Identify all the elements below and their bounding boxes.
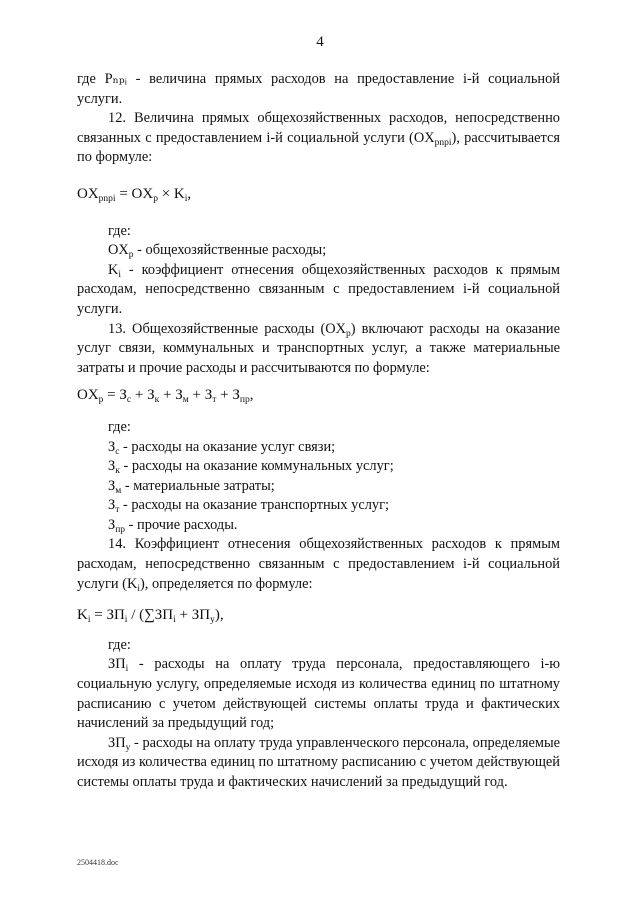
paragraph-def-pnpi <box>77 70 560 109</box>
p12-text-a: 12. Величина прямых общехозяйственных расходов, непосредственно связанных с предоставлением i-й социальной услуги ( <box>77 110 560 146</box>
p13-sub: p <box>346 328 351 339</box>
w2-sub-1: к <box>115 466 120 477</box>
p14-text-b: ), определяется по формуле: <box>140 575 313 592</box>
f2-s4: т <box>212 395 217 406</box>
w3-text2: - расходы на оплату труда управленческого персонала, определяемые исходя из количества единиц по штатному расписанию с учетом действующей системы оплаты труда и фактических начислений за предыдущий год. <box>77 734 560 790</box>
w1-text1: - общехозяйственные расходы; <box>133 242 327 259</box>
where-2-item-zpr <box>77 516 560 536</box>
w1-sub1: p <box>128 250 134 261</box>
f1-mid-sub: p <box>153 193 158 204</box>
file-name-footer: 2504418.doc <box>77 858 119 867</box>
gde-label-3: где: <box>108 636 131 653</box>
w2-text-1: - расходы на оказание коммунальных услуг; <box>119 458 394 475</box>
p12-symbol: OX <box>413 129 435 146</box>
w2-sub-4: пр <box>115 524 126 535</box>
formula-3 <box>77 606 560 626</box>
f3-end: ), <box>214 607 224 624</box>
f2-t5: + З <box>216 387 240 404</box>
f3-t1: = ЗП <box>90 607 125 624</box>
w2-sub-0: с <box>115 446 120 457</box>
p14-symbol: K <box>126 575 138 592</box>
f2-end: , <box>249 387 254 404</box>
f2-s3: м <box>182 395 189 406</box>
f3-s1: i <box>124 615 128 626</box>
w2-text-0: - расходы на оказание услуг связи; <box>119 438 336 455</box>
p13-text-a: 13. Общехозяйственные расходы (OX <box>108 320 347 337</box>
w2-text-4: - прочие расходы. <box>125 516 238 533</box>
p12-text-b: ), рассчитывается по формуле: <box>77 129 560 166</box>
where-2-label <box>77 418 560 438</box>
w2-text-3: - расходы на оказание транспортных услуг; <box>119 497 390 514</box>
where-1-item-oxp <box>77 241 560 261</box>
f2-t1: = З <box>103 387 127 404</box>
w2-sub-2: м <box>115 485 122 496</box>
p12-symbol-sub: pnpi <box>434 137 452 148</box>
w2-sub-3: т <box>115 505 120 516</box>
f2-lhs-sub: p <box>98 395 104 406</box>
f2-s2: к <box>154 395 160 406</box>
w3-sym1: ЗП <box>108 656 126 673</box>
w3-sub1: i <box>125 664 129 675</box>
document-body <box>77 70 560 793</box>
w3-sym2: ЗП <box>108 734 126 751</box>
w1-sym1: OX <box>108 242 129 259</box>
formula-1 <box>77 185 560 205</box>
where-2-item-zt <box>77 496 560 516</box>
f1-tail-sub: i <box>184 193 188 204</box>
f3-lhs: K <box>77 607 88 624</box>
f3-t3: + ЗП <box>175 607 211 624</box>
w2-sym-4: З <box>108 516 116 533</box>
f1-eq: = OX <box>115 185 154 202</box>
where-2-item-zk <box>77 457 560 477</box>
where-3-label <box>77 636 560 656</box>
where-1-label <box>77 222 560 242</box>
f3-s3: у <box>210 615 215 626</box>
f3-s2: i <box>173 615 176 626</box>
w3-sub2: у <box>125 742 131 753</box>
where-2-item-zm <box>77 477 560 497</box>
w2-sym-3: З <box>108 497 116 514</box>
w2-sym-0: З <box>108 438 116 455</box>
f1-end: , <box>187 185 192 202</box>
formula-2 <box>77 386 560 406</box>
w2-text-2: - материальные затраты; <box>121 477 275 494</box>
w1-text2: - коэффициент отнесения общехозяйственных расходов к прямым расходам, непосредственно связанным с предоставлением i-й социальной услуги. <box>77 261 560 317</box>
f1-lhs: OX <box>77 185 99 202</box>
page-number: 4 <box>316 34 324 50</box>
where-2-item-zs <box>77 438 560 458</box>
where-1-item-ki <box>77 261 560 320</box>
p14-sub: i <box>137 583 140 594</box>
where-3-item-zpu <box>77 734 560 793</box>
w2-sym-2: З <box>108 477 116 494</box>
f1-lhs-sub: pnpi <box>98 193 116 204</box>
f2-s1: с <box>126 395 132 406</box>
f2-t3: + З <box>159 387 183 404</box>
f2-t2: + З <box>131 387 155 404</box>
paragraph-12 <box>77 109 560 168</box>
w3-text1: - расходы на оплату труда персонала, предоставляющего i-ю социальную услугу, определяемые исходя из количества единиц по штатному расписанию с учетом действующей системы оплаты труда и фактических начислений за предыдущий год; <box>77 656 560 732</box>
p13-text-b: ) включают расходы на оказание услуг связи, коммунальных и транспортных услуг, а также материальные затраты и прочие расходы и рассчитываются по формуле: <box>77 320 560 376</box>
p14-text-a: 14. Коэффициент отнесения общехозяйственных расходов к прямым расходам, непосредственно связанным с предоставлением i-й социальной услуги ( <box>77 536 560 592</box>
paragraph-13 <box>77 320 560 379</box>
f2-t4: + З <box>188 387 213 404</box>
f2-s5: пр <box>239 395 250 406</box>
w2-sym-1: З <box>108 458 116 475</box>
def-pnpi-text: где Pₙₚᵢ - величина прямых расходов на предоставление i-й социальной услуги. <box>77 71 560 107</box>
gde-label-2: где: <box>108 418 131 435</box>
where-3-item-zpi <box>77 655 560 733</box>
f3-lhs-sub: i <box>87 615 91 626</box>
w1-sub2: i <box>118 269 122 280</box>
f2-lhs: OX <box>77 387 99 404</box>
gde-label-1: где: <box>108 222 131 239</box>
f1-tail: × K <box>157 185 185 202</box>
f3-t2: / (∑ЗП <box>127 607 174 624</box>
paragraph-14 <box>77 535 560 594</box>
w1-sym2: K <box>108 261 119 278</box>
